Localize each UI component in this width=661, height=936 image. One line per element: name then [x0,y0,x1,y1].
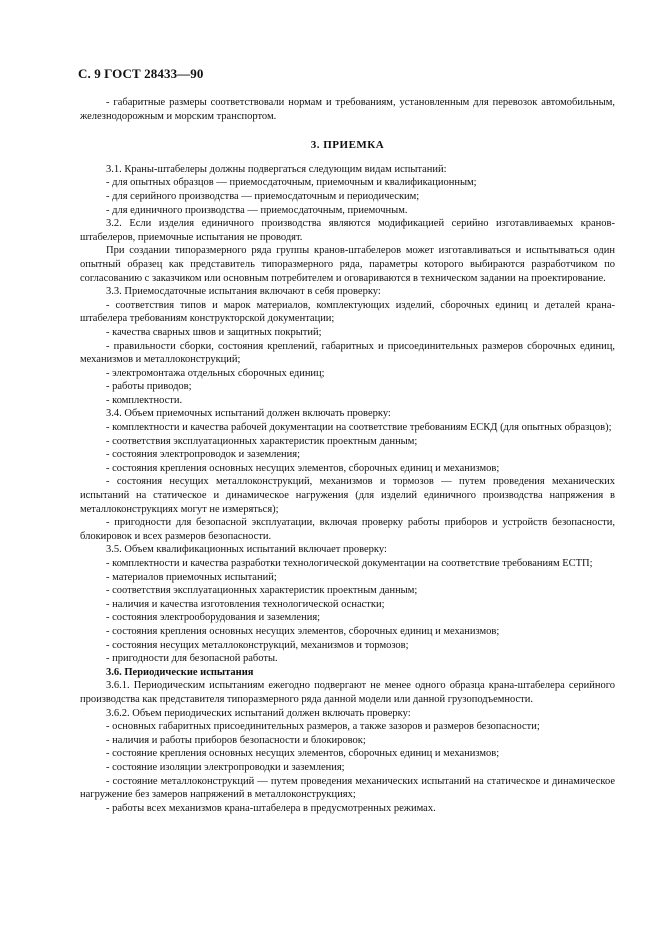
list-item: - состояния несущих металлоконструкций, механизмов и тормозов; [106,639,409,651]
paragraph: - габаритные размеры соответствовали нормам и требованиям, установленным для перевозок автомобильным, железнодорожным и морским транспортом. [80,97,615,122]
list-item: - комплектности. [106,394,183,406]
document-body [80,96,615,815]
list-item: - состояния крепления основных несущих элементов, сборочных единиц и механизмов; [106,625,500,637]
list-item: - качества сварных швов и защитных покрытий; [106,326,322,338]
list-item: - соответствия эксплуатационных характеристик проектным данным; [106,585,418,597]
paragraph: 3.3. Приемосдаточные испытания включают в себя проверку: [106,286,381,298]
paragraph: При создании типоразмерного ряда группы кранов-штабелеров может изготавливаться и испытываться один опытный образец как представитель типоразмерного ряда, параметры которого выбираются разработчиком по согласованию с заказчиком или основным потребителем и оговариваются в техническом задании на проектирование. [80,245,615,284]
list-item: - основных габаритных присоединительных размеров, а также зазоров и размеров безопасности; [106,721,540,733]
list-item: - комплектности и качества разработки технологической документации на соответствие требованиям ЕСТП; [106,558,593,569]
list-item: - состояния несущих металлоконструкций, механизмов и тормозов — путем проведения механических испытаний на статическое и динамическое нагружения (для изделий единичного производства напряжения в металлоконструкциях могут не измеряться); [80,476,615,515]
list-item: - пригодности для безопасной работы. [106,653,278,665]
list-item: - состояния крепления основных несущих элементов, сборочных единиц и механизмов; [106,462,500,474]
list-item: - состояние металлоконструкций — путем проведения механических испытаний на статическое и динамическое нагружение без замеров напряжений в металлоконструкциях; [80,775,615,801]
page-header: С. 9 ГОСТ 28433—90 [78,66,204,81]
list-item: - соответствия эксплуатационных характеристик проектным данным; [106,435,418,447]
subsection-heading: 3.6. Периодические испытания [106,666,254,678]
list-item: - наличия и работы приборов безопасности и блокировок; [106,734,366,746]
list-item: - состояния электрооборудования и заземления; [106,612,321,624]
paragraph: 3.5. Объем квалификационных испытаний включает проверку: [106,544,387,556]
list-item: - наличия и качества изготовления технологической оснастки; [106,598,385,610]
list-item: - для единичного производства — приемосдаточным, приемочным. [106,204,408,216]
list-item: - работы всех механизмов крана-штабелера в предусмотренных режимах. [106,802,436,814]
section-title: 3. ПРИЕМКА [310,139,385,152]
list-item: - состояния электропроводок и заземления; [106,449,301,461]
list-item: - правильности сборки, состояния креплений, габаритных и присоединительных размеров сборочных единиц, механизмов и металлоконструкций; [80,340,615,366]
list-item: - для серийного производства — приемосдаточным и периодическим; [106,190,420,202]
list-item: - состояние крепления основных несущих элементов, сборочных единиц и механизмов; [106,748,500,760]
list-item: - электромонтажа отдельных сборочных единиц; [106,367,325,379]
list-item: - комплектности и качества рабочей документации на соответствие требованиям ЕСКД (для опытных образцов); [106,422,612,434]
paragraph: 3.2. Если изделия единичного производства являются модификацией серийно изготавливаемых кранов-штабелеров, приемочные испытания не проводят. [80,218,615,243]
list-item: - материалов приемочных испытаний; [106,571,277,583]
list-item: - пригодности для безопасной эксплуатации, включая проверку работы приборов и устройств безопасности, блокировок и всех размеров безопасности. [80,517,615,542]
paragraph: 3.6.2. Объем периодических испытаний должен включать проверку: [106,707,411,719]
paragraph: 3.1. Краны-штабелеры должны подвергаться следующим видам испытаний: [106,163,447,175]
list-item: - состояние изоляции электропроводки и заземления; [106,761,345,773]
list-item: - работы приводов; [106,381,192,393]
paragraph: 3.6.1. Периодическим испытаниям ежегодно подвергают не менее одного образца крана-штабелера серийного производства как представителя типоразмерного ряда данной модели или данной грузоподъемности. [80,680,615,705]
list-item: - соответствия типов и марок материалов, комплектующих изделий, сборочных единиц и деталей крана-штабелера требованиям конструкторской документации; [80,299,615,325]
list-item: - для опытных образцов — приемосдаточным, приемочным и квалификационным; [106,177,477,189]
paragraph: 3.4. Объем приемочных испытаний должен включать проверку: [106,408,391,420]
